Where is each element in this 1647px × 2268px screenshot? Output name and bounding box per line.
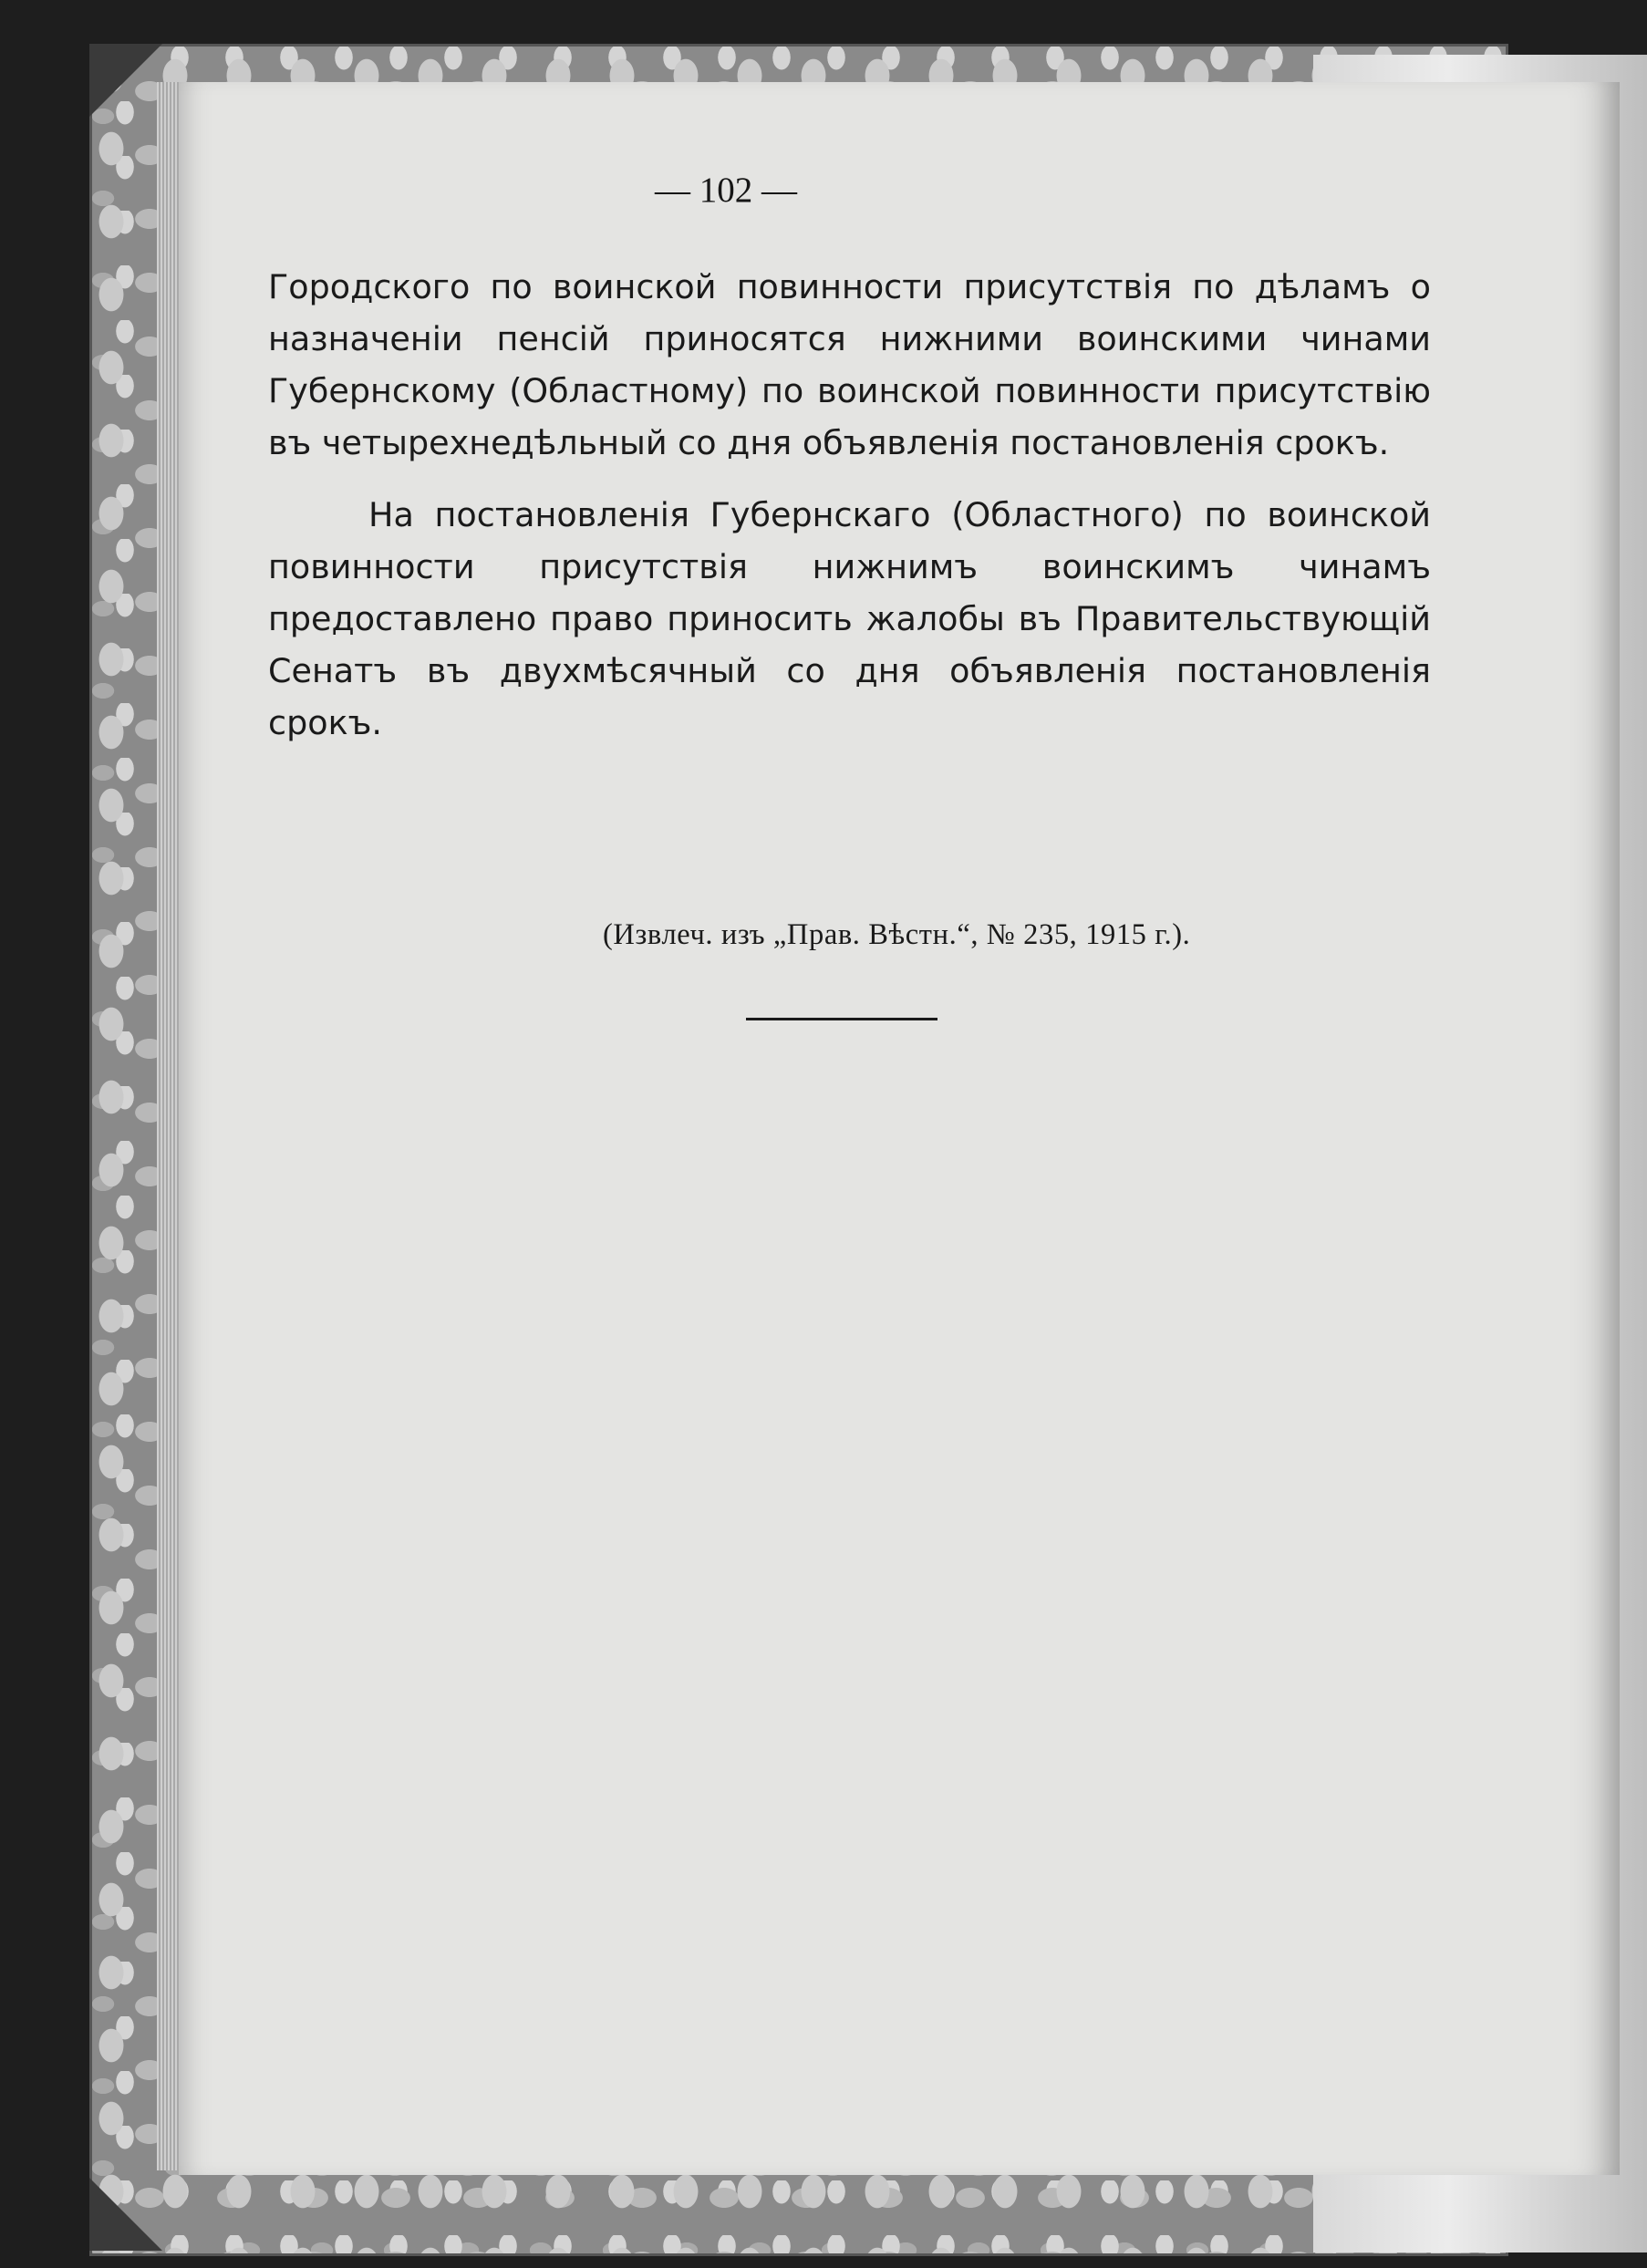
source-citation: (Извлеч. изъ „Прав. Вѣстн.“, № 235, 1915 г.). [603, 918, 1191, 951]
section-end-rule [746, 1018, 937, 1020]
book-page [179, 82, 1620, 2175]
page-body [268, 261, 1431, 769]
paragraph-1: Городского по воинской повинности присутствія по дѣламъ о назначеніи пенсій приносятся нижними воинскими чинами Губернскому (Областному) по воинской повинности присутствію въ четырехнедѣльный со дня объявленія постановленія срокъ. [268, 267, 1431, 462]
paragraph-2: На постановленія Губернскаго (Областного) по воинской повинности присутствія нижнимъ воинскимъ чинамъ предоставлено право приносить жалобы въ Правительствующій Сенатъ въ двухмѣсячный со дня объявленія постановленія срокъ. [268, 495, 1431, 742]
page-number: — 102 — [655, 171, 797, 210]
